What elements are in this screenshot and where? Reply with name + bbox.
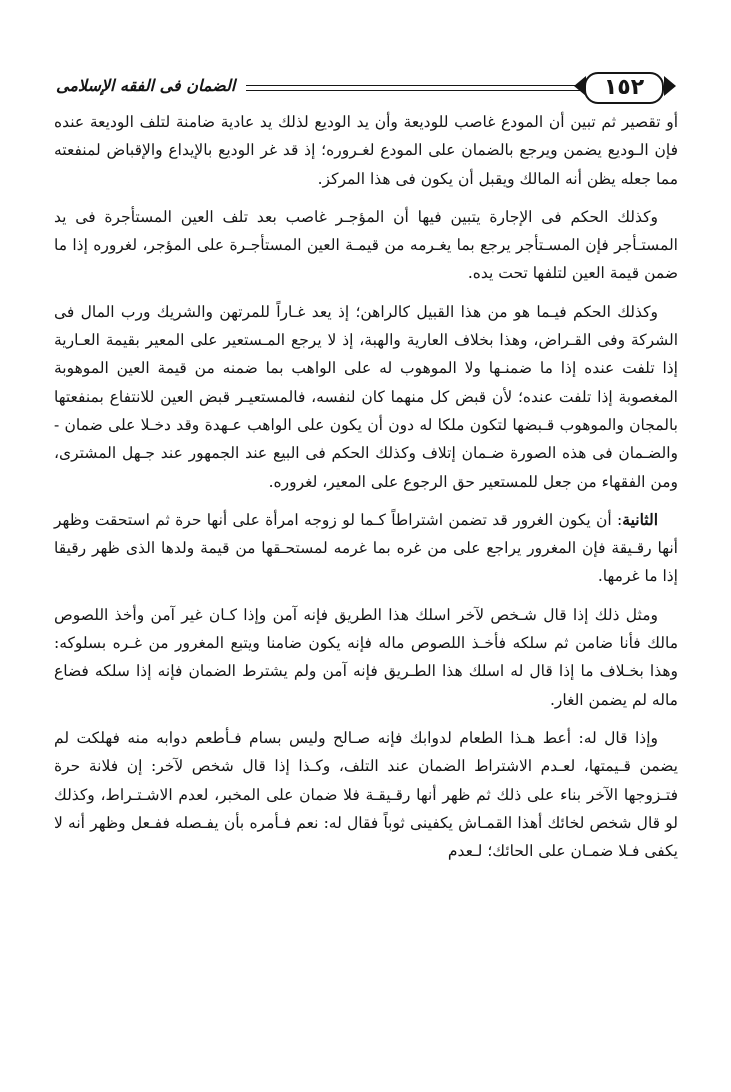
paragraph-4: [54, 506, 678, 591]
header-rule-double: [246, 90, 580, 91]
paragraph-5: ومثل ذلك إذا قال شـخص لآخر اسلك هذا الطريق فإنه آمن وإذا كـان غير آمن وأخذ اللصوص مالك فأنا ضامن ثم سلكه فأخـذ اللصوص ماله فإنه يكون ضامنا ويتبع المغرور من غـره بسلوكه: وهذا بخـلاف ما إذا قال له اسلك هذا الطـريق فإنه آمن ولم يشترط الضمان فإنه إذا سلكه فضاع ماله لم يضمن الغار.: [54, 605, 678, 709]
paragraph-2: وكذلك الحكم فى الإجارة يتبين فيها أن المؤجـر غاصب بعد تلف العين المستأجرة فى يد المستـأجر فإن المسـتأجر يرجع بما يغـرمه من قيمـة العين المستأجـرة على المؤجر، لغروره إذا ما ضمن قيمة العين لتلفها تحت يده.: [54, 207, 678, 283]
page-body: [54, 108, 678, 875]
paragraph-1: أو تقصير ثم تبين أن المودع غاصب للوديعة وأن يد الوديع لذلك يد عادية ضامنة لتلف الوديعة عنده فإن الـوديع يضمن ويرجع بالضمان على المودع لغـروره؛ إذ قد غر الوديع بالإيداع والإقباض لمنفعته مما جعله يظن أنه المالك ويقبل أن يكون فى هذا المركز.: [54, 113, 678, 188]
paragraph-6: وإذا قال له: أعط هـذا الطعام لدوابك فإنه صـالح وليس بسام فـأطعم دوابه منه فهلكت لم يضمن قـيمتها، لعـدم الاشتراط الضمان عند التلف، وكـذا إذا قال شخص لآخر: إن فلانة حرة فتـزوجها الآخر بناء على ذلك ثم ظهر أنها رقـيقـة فلا ضمان على المخبر، لعدم الاشـتـراط، وكذلك لو قال شخص لخائك أهذا القمـاش يكفينى ثوباً فقال له: نعم فـأمره بأن يفـصله ففـعل وظهر أنه لا يكفى فـلا ضمـان على الحائك؛ لـعدم: [54, 728, 679, 861]
page-header: [56, 70, 676, 110]
page-number: ١٥٢: [584, 72, 664, 104]
section-label: الثانية: [622, 509, 658, 529]
right-arrow-ornament: [664, 76, 676, 96]
running-title: الضمان فى الفقه الإسلامى: [56, 76, 236, 95]
paragraph-4-text: : أن يكون الغرور قد تضمن اشتراطاً كـما لو زوجه امرأة على أنها حرة ثم استحقت وظهر أنها رقـيقة فإن المغرور يراجع على من غره بما غرمه لمستحـقها من قيمة ولدها الذى ظهر رقيقا إذا ما غرمها.: [54, 510, 678, 586]
header-rule: [246, 85, 580, 86]
paragraph-3: وكذلك الحكم فيـما هو من هذا القبيل كالراهن؛ إذ يعد غـاراً للمرتهن والشريك ورب المال فى الشركة وفى القـراض، وهذا بخلاف العارية والهبة، إذ لا يرجع المـستعير على المعير بقيمة العـارية إذا تلفت عنده إذا ما ضمنـها ولا الموهوب له على الواهب بما ضمنه من قيمة العين الموهوبة المغصوبة إذا تلفت عنده؛ لأن قبض كل منهما كان لنفسه، فالمستعيـر قبض العين للانتفاع بمنفعتها بالمجان والموهوب قـبضها لتكون ملكا له دون أن يكون على الواهب عـهدة وقد دخـلا على ضمان - والضـمان فى هذه الصورة ضـمان إتلاف وكذلك الحكم فى البيع عند الجمهور عند جـهل المشترى، ومن الفقهاء من جعل للمستعير حق الرجوع على المعير، لغروره.: [54, 302, 678, 491]
